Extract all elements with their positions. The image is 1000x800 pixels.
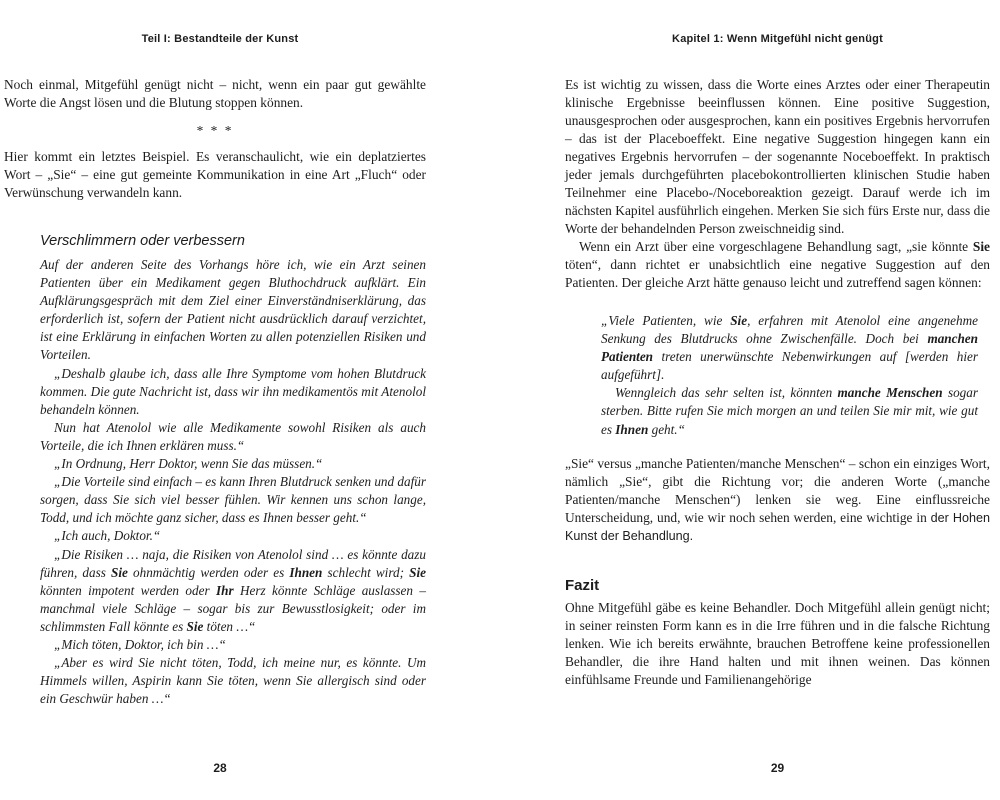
section-separator: * * * [196,123,234,138]
text-run: geht.“ [648,421,685,437]
dialogue-line: „In Ordnung, Herr Doktor, wenn Sie das müssen.“ [54,456,323,472]
dialogue-line: Nun hat Atenolol wie alle Medikamente sowohl Risiken als auch Vorteile, die ich Ihnen erklären muss.“ [40,419,426,453]
text-run: , erfahren mit Atenolol eine angenehme Senkung des Blutdrucks ohne Zwischenfälle. Doch bei [601,313,978,347]
text-run: töten“, dann richtet er unabsichtlich eine negative Suggestion auf den Patienten. Der gleiche Arzt hätte genauso leicht und zutreffend sagen können: [565,257,990,290]
emphasis: Sie [111,564,128,580]
dialogue-line [40,546,426,636]
story-paragraph: Auf der anderen Seite des Vorhangs höre ich, wie ein Arzt seinen Patienten über ein Medikament gegen Bluthochdruck aufklärt. Ein Aufklärungsgespräch mit dem Ziel einer Einverständniserklärung, das erforderlich ist, sofern der Patient nicht ausdrücklich darauf verzichtet, ist eine Erklärung in einfachen Worten zu allen potenziellen Risiken und Vorteilen. [40,257,426,363]
page-number-left: 28 [213,761,227,775]
dialogue-line: „Mich töten, Doktor, ich bin …“ [54,636,226,652]
paragraph: Hier kommt ein letztes Beispiel. Es veranschaulicht, wie ein deplatziertes Wort – „Sie“ – eine gut gemeinte Kommunikation in eine Art „Fluch“ oder Verwünschung verwandeln kann. [4,149,426,200]
text-run: töten …“ [203,618,256,634]
section-heading: Verschlimmern oder verbessern [40,233,245,249]
emphasis: Sie [972,239,990,254]
text-run: Herz könnte Schläge auslassen – manchmal viele Schläge – sogar bis zur Bewusstlosigkeit; oder im schlimmsten Fall könnte es [40,582,426,634]
emphasis: Sie [409,564,426,580]
text-run: sogar sterben. Bitte rufen Sie mich morgen an und teilen Sie mir mit, wie gut es [601,385,978,437]
running-head-left: Teil I: Bestandteile der Kunst [141,33,299,45]
running-head-right: Kapitel 1: Wenn Mitgefühl nicht genügt [672,33,883,45]
dialogue-line: „Die Vorteile sind einfach – es kann Ihren Blutdruck senken und dafür sorgen, dass Sie sich viel besser fühlen. Wir kennen uns schon lange, Todd, und ich möchte ganz sicher, dass es Ihnen besser geht.“ [40,474,426,526]
text-run: ohnmächtig werden oder es [127,564,290,580]
quote-paragraph [601,312,978,384]
text-run-sans: der Hohen Kunst der Behandlung. [565,510,991,543]
emphasis: Sie [186,618,204,634]
dialogue-line: „Ich auch, Doktor.“ [54,528,161,544]
paragraph: Ohne Mitgefühl gäbe es keine Behandler. Doch Mitgefühl allein genügt nicht; in seiner reinsten Form kann es in die Irre führen und in die falsche Richtung lenken. Wie ich bereits erwähnte, brauchen Betroffene keine professionellen Behandler, die ihre Hand halten und mit ihnen weinen. Das können einfühlsame Freunde und Familienangehörige [565,599,990,687]
text-run: könnten impotent werden oder [40,582,216,598]
text-run: treten unerwünschte Nebenwirkungen auf [werden hier aufgeführt]. [601,349,978,383]
quote-paragraph [601,384,978,438]
dialogue-line: „Deshalb glaube ich, dass alle Ihre Symptome vom hohen Blutdruck kommen. Die gute Nachricht ist, dass wir ihn medikamentös mit Atenolol behandeln können. [40,365,426,417]
paragraph: Noch einmal, Mitgefühl genügt nicht – nicht, wenn ein paar gut gewählte Worte die Angst lösen und die Blutung stoppen können. [4,77,426,110]
text-run: schlecht wird; [322,564,410,580]
emphasis: Ihr [215,582,234,598]
text-run: „Die Risiken … naja, die Risiken von Atenolol sind … es könnte dazu führen, dass [40,546,426,580]
emphasis: Ihnen [615,421,649,437]
right-page-body [565,76,990,689]
left-page-body [4,76,426,708]
page-number-right: 29 [770,761,785,775]
left-page [0,0,440,800]
right-page [565,0,990,800]
emphasis: manche Menschen [837,385,943,401]
text-run: Wenn ein Arzt über eine vorgeschlagene Behandlung sagt, „sie könnte [579,239,973,254]
paragraph [565,455,990,545]
text-run: „Viele Patienten, wie [601,313,731,328]
text-run: „Sie“ versus „manche Patienten/manche Menschen“ – schon ein einziges Wort, nämlich „Sie“, gibt die Richtung vor; die anderen Worte („manche Patienten/manche Menschen“) lenken sie weg. Eine einflussreiche Unterscheidung, und, wie wir noch sehen werden, eine wichtige in [565,455,990,525]
dialogue-line: „Aber es wird Sie nicht töten, Todd, ich meine nur, es könnte. Um Himmels willen, Aspirin kann Sie töten, wenn Sie allergisch sind oder ein Geschwür haben …“ [40,655,426,707]
paragraph [565,238,990,292]
emphasis: Sie [730,313,748,328]
emphasis: manchen Patienten [601,331,978,365]
emphasis: Ihnen [289,564,323,580]
story-excerpt [40,256,426,708]
text-run: Wenngleich das sehr selten ist, könnten [615,385,838,401]
block-quote [601,312,978,439]
paragraph: Es ist wichtig zu wissen, dass die Worte eines Arztes oder einer Therapeutin klinische Ergebnisse beeinflussen können. Eine positive Suggestion, unausgesprochen oder ausgesprochen, kann ein positives Ergebnis hervorrufen – das ist der Placeboeffekt. Eine negative Suggestion hingegen kann ein negatives Ergebnis hervorrufen – der sogenannte Noceboeffekt. In praktisch jeder jemals durchgeführten placebokontrollierten klinischen Studie haben Teilnehmer eine Placebo-/Noceboreaktion gezeigt. Darauf werde ich im nächsten Kapitel ausführlich eingehen. Merken Sie sich fürs Erste nur, dass die Worte der behandelnden Person zweischneidig sind. [565,77,990,236]
section-heading: Fazit [565,576,600,594]
